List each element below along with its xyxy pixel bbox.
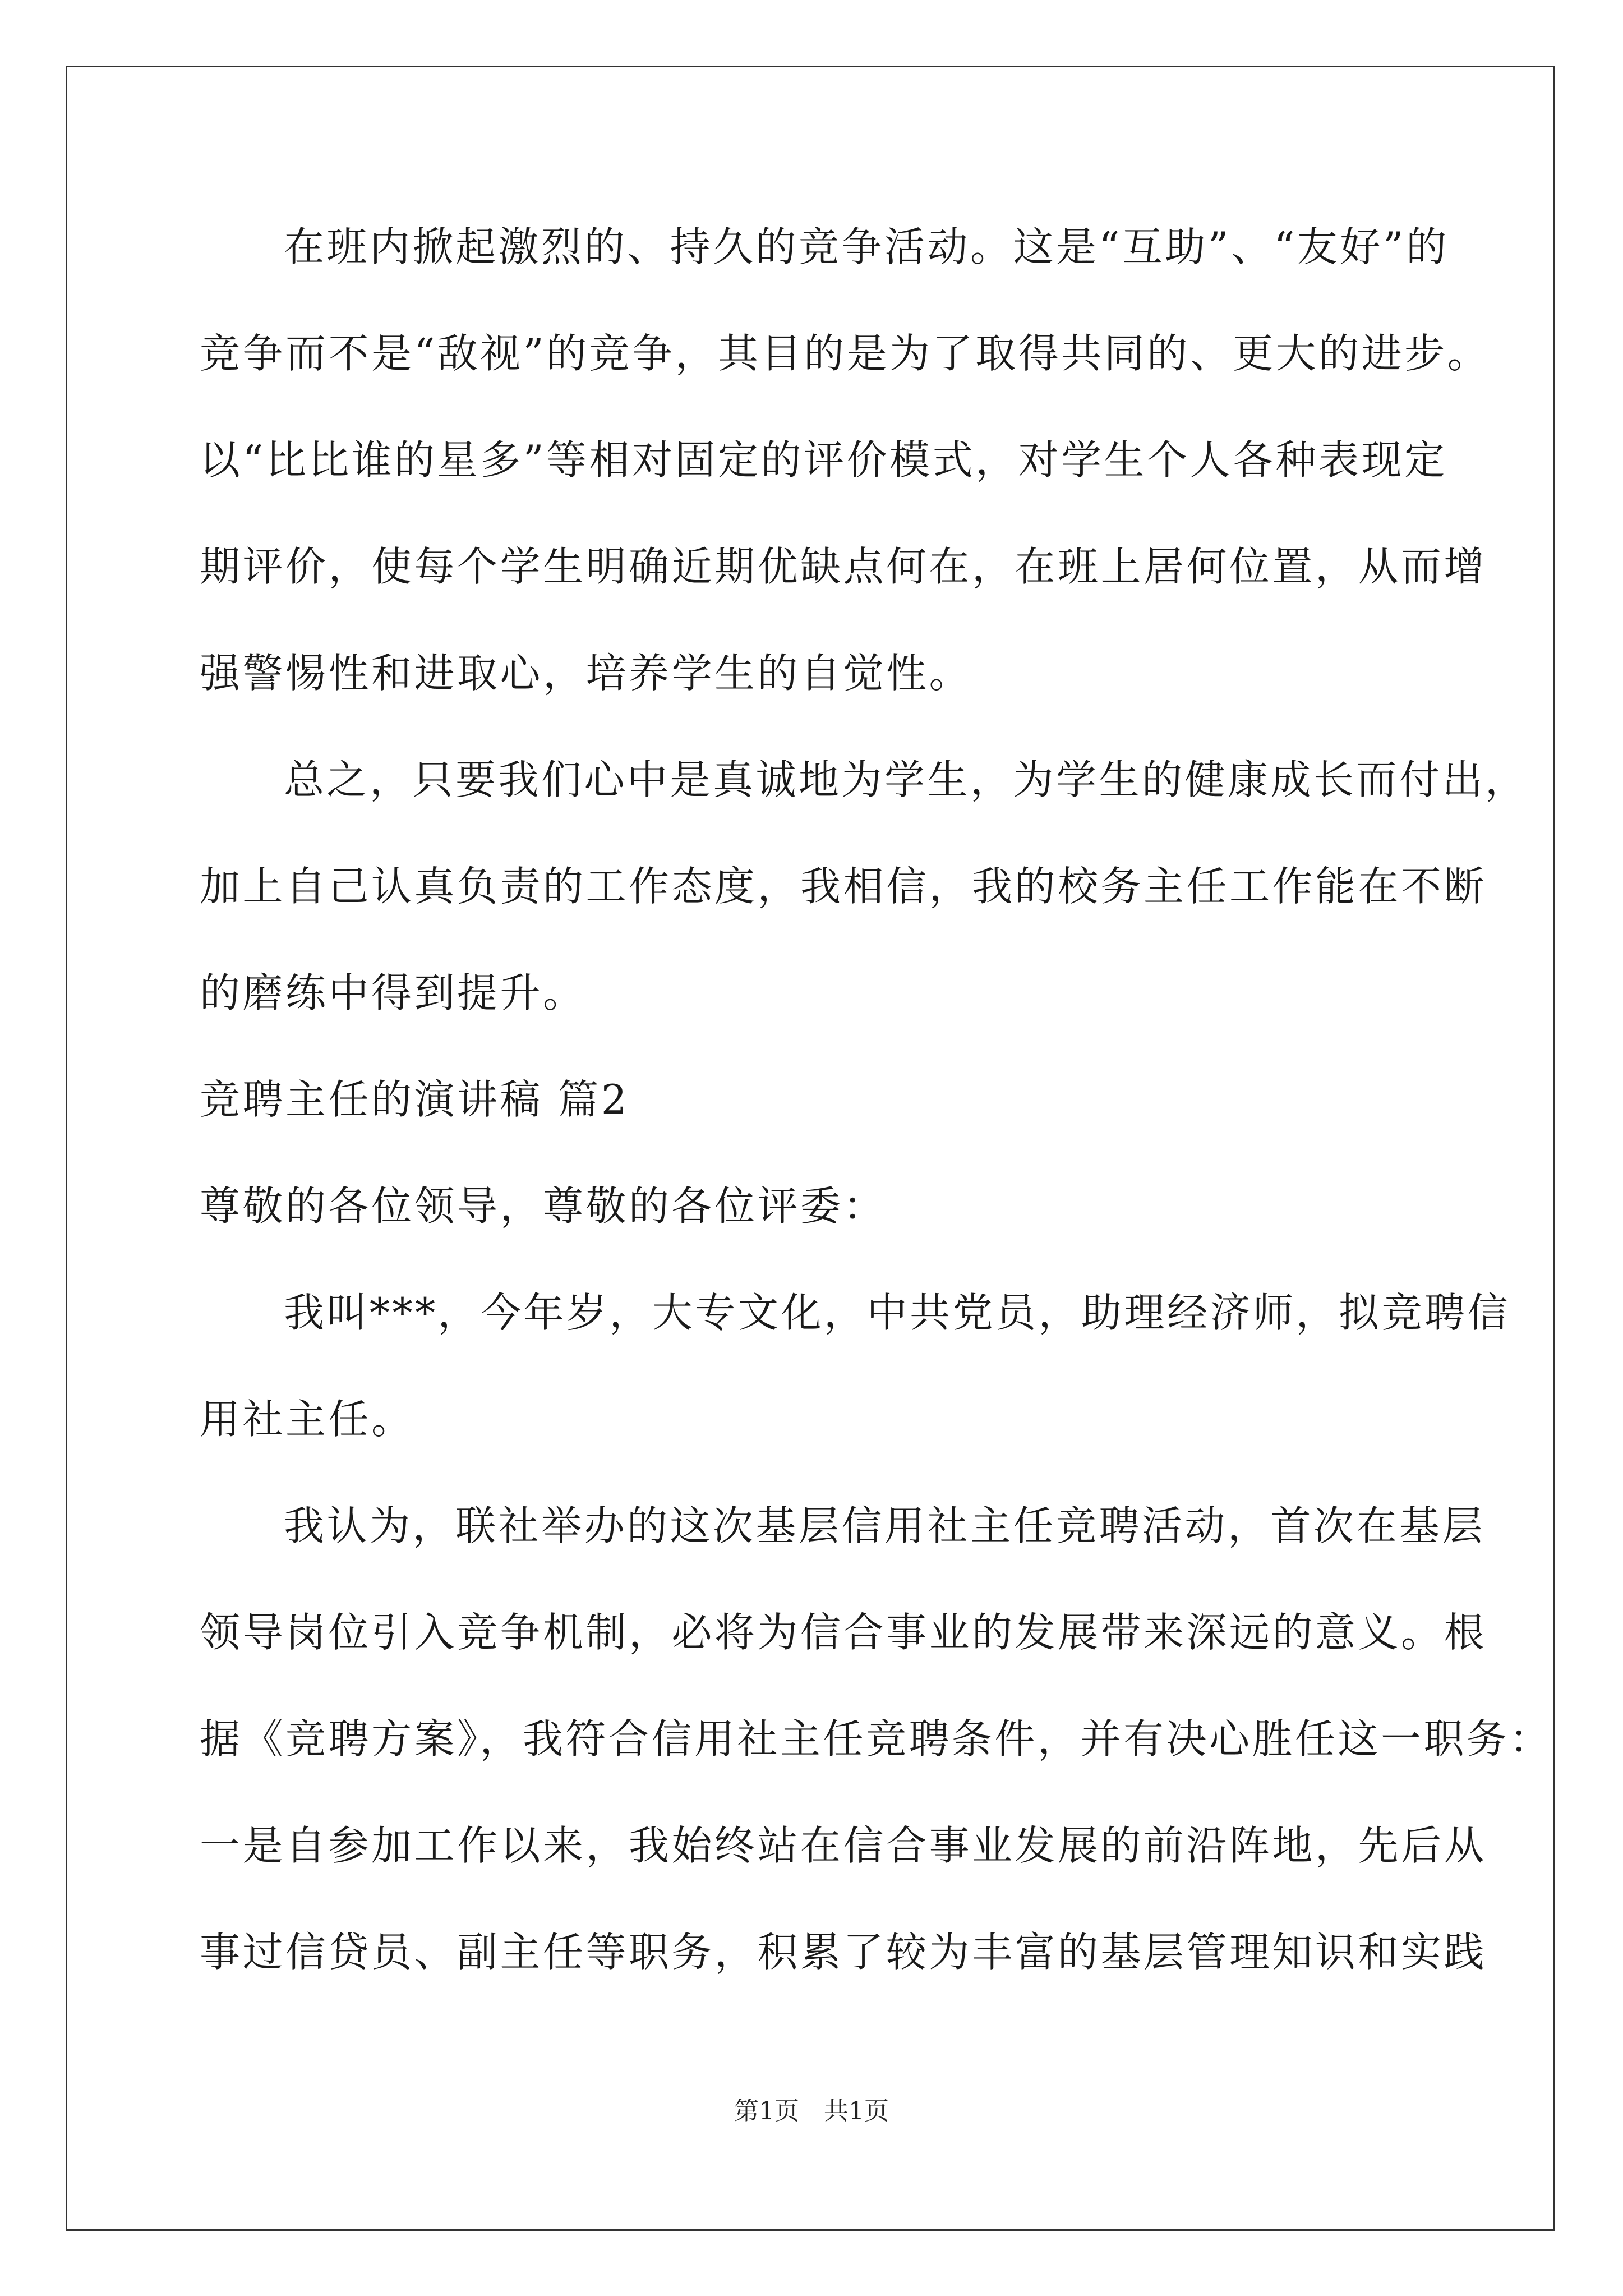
paragraph-line: 以“比比谁的星多”等相对固定的评价模式，对学生个人各种表现定 <box>200 436 1447 484</box>
paragraph-line: 的磨练中得到提升。 <box>200 969 586 1016</box>
salutation-line: 尊敬的各位领导，尊敬的各位评委： <box>200 1182 887 1230</box>
paragraph-line: 据《竞聘方案》，我符合信用社主任竞聘条件，并有决心胜任这一职务： <box>200 1715 1553 1763</box>
page-number-footer: 第1页 共1页 <box>734 2097 889 2125</box>
paragraph-line: 一是自参加工作以来，我始终站在信合事业发展的前沿阵地，先后从 <box>200 1822 1487 1869</box>
paragraph-line: 我认为，联社举办的这次基层信用社主任竞聘活动，首次在基层 <box>284 1502 1486 1549</box>
paragraph-line: 总之，只要我们心中是真诚地为学生，为学生的健康成长而付出， <box>284 756 1528 803</box>
page-border <box>66 66 1555 2231</box>
paragraph-line: 竞争而不是“敌视”的竞争，其目的是为了取得共同的、更大的进步。 <box>200 330 1491 377</box>
paragraph-line: 领导岗位引入竞争机制，必将为信合事业的发展带来深远的意义。根 <box>200 1609 1487 1656</box>
paragraph-line: 用社主任。 <box>200 1396 414 1443</box>
paragraph-line: 期评价，使每个学生明确近期优缺点何在，在班上居何位置，从而增 <box>200 543 1487 590</box>
paragraph-line: 事过信贷员、副主任等职务，积累了较为丰富的基层管理知识和实践 <box>200 1929 1487 1976</box>
section-heading: 竞聘主任的演讲稿 篇2 <box>200 1076 630 1123</box>
paragraph-line: 我叫***，今年岁，大专文化，中共党员，助理经济师，拟竞聘信 <box>284 1289 1511 1336</box>
paragraph-line: 在班内掀起激烈的、持久的竞争活动。这是“互助”、“友好”的 <box>284 223 1449 270</box>
paragraph-line: 强警惕性和进取心，培养学生的自觉性。 <box>200 650 972 697</box>
paragraph-line: 加上自己认真负责的工作态度，我相信，我的校务主任工作能在不断 <box>200 863 1487 910</box>
